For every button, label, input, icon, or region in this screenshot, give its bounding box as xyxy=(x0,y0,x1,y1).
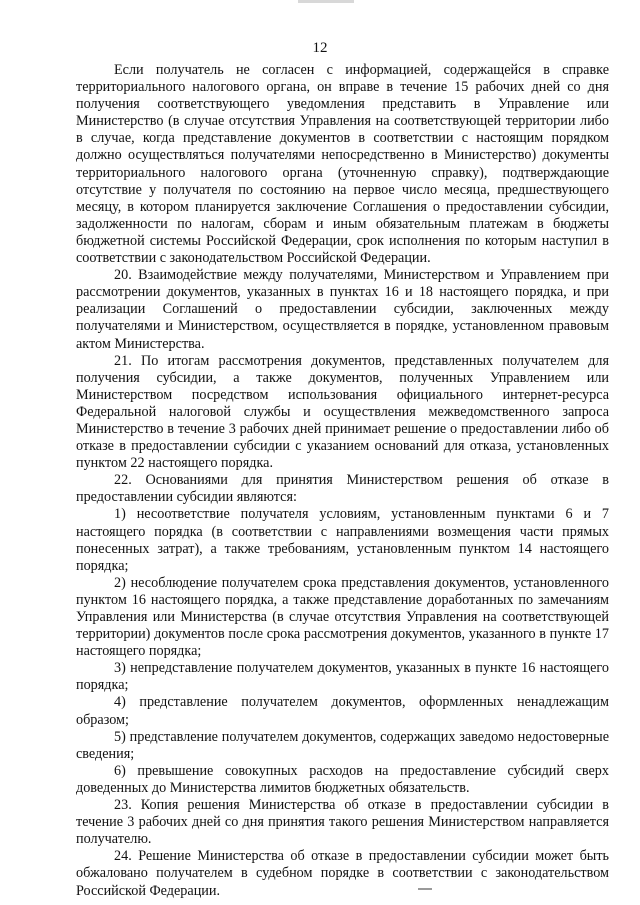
refusal-ground-2: 2) несоблюдение получателем срока представления документов, установленного пунктом 16 настоящего порядка, а также представление доработанных по замечаниям Управления или Министерства (в случае отсутствия Управления на соответствующей территории) документов после срока рассмотрения документов, указанного в пункте 17 настоящего порядка; xyxy=(76,574,609,660)
paragraph-22-refusal-grounds: 22. Основаниями для принятия Министерством решения об отказе в предоставлении субсидии являются: xyxy=(76,472,609,506)
scan-artifact-bottom xyxy=(418,888,432,890)
refusal-ground-6: 6) превышение совокупных расходов на предоставление субсидий сверх доведенных до Министерства лимитов бюджетных обязательств. xyxy=(76,762,609,796)
refusal-ground-5: 5) представление получателем документов, содержащих заведомо недостоверные сведения; xyxy=(76,728,609,762)
paragraph-20-interaction: 20. Взаимодействие между получателями, Министерством и Управлением при рассмотрении документов, указанных в пунктах 16 и 18 настоящего порядка, и при реализации Соглашений о предоставлении субсидии, заключенных между получателями и Министерством, осуществляется в порядке, установленном правовым актом Министерства. xyxy=(76,267,609,352)
page-number: 12 xyxy=(312,40,328,56)
paragraph-21-decision: 21. По итогам рассмотрения документов, представленных получателем для получения субсидии, а также документов, полученных Управлением или Министерством посредством использования официального интернет-ресурса Федеральной налоговой службы и осуществления межведомственного запроса Министерство в течение 3 рабочих дней принимает решение о предоставлении либо об отказе в предоставлении субсидии с указанием оснований для отказа, установленных пунктом 22 настоящего порядка. xyxy=(76,352,609,472)
paragraph-24-appeal: 24. Решение Министерства об отказе в предоставлении субсидии может быть обжаловано получателем в судебном порядке в соответствии с законодательством Российской Федерации. xyxy=(76,848,609,899)
paragraph-23-copy-of-decision: 23. Копия решения Министерства об отказе в предоставлении субсидии в течение 3 рабочих дней со дня принятия такого решения Министерством направляется получателю. xyxy=(76,797,609,848)
refusal-ground-1: 1) несоответствие получателя условиям, установленным пунктами 6 и 7 настоящего порядка (в соответствии с направлениями возмещения части прямых понесенных затрат), а также требованиям, установленным пунктом 14 настоящего порядка; xyxy=(76,506,609,574)
document-body xyxy=(76,62,609,900)
scan-artifact-top xyxy=(298,0,354,3)
refusal-ground-4: 4) представление получателем документов, оформленных ненадлежащим образом; xyxy=(76,694,609,728)
refusal-ground-3: 3) непредставление получателем документов, указанных в пункте 16 настоящего порядка; xyxy=(76,660,609,694)
paragraph-tax-certificate-dispute: Если получатель не согласен с информацией, содержащейся в справке территориального налогового органа, он вправе в течение 15 рабочих дней со дня получения соответствующего уведомления представить в Управление или Министерство (в случае отсутствия Управления на соответствующей территории либо в случае, когда представление документов в соответствии с настоящим порядком должно осуществляться получателями непосредственно в Министерство) документы территориального налогового органа (уточненную справку), подтверждающие отсутствие у получателя по состоянию на первое число месяца, предшествующего месяцу, в котором планируется заключение Соглашения о предоставлении субсидии, задолженности по налогам, сборам и иным обязательным платежам в бюджеты бюджетной системы Российской Федерации, срок исполнения по которым наступил в соответствии с законодательством Российской Федерации. xyxy=(76,62,609,267)
